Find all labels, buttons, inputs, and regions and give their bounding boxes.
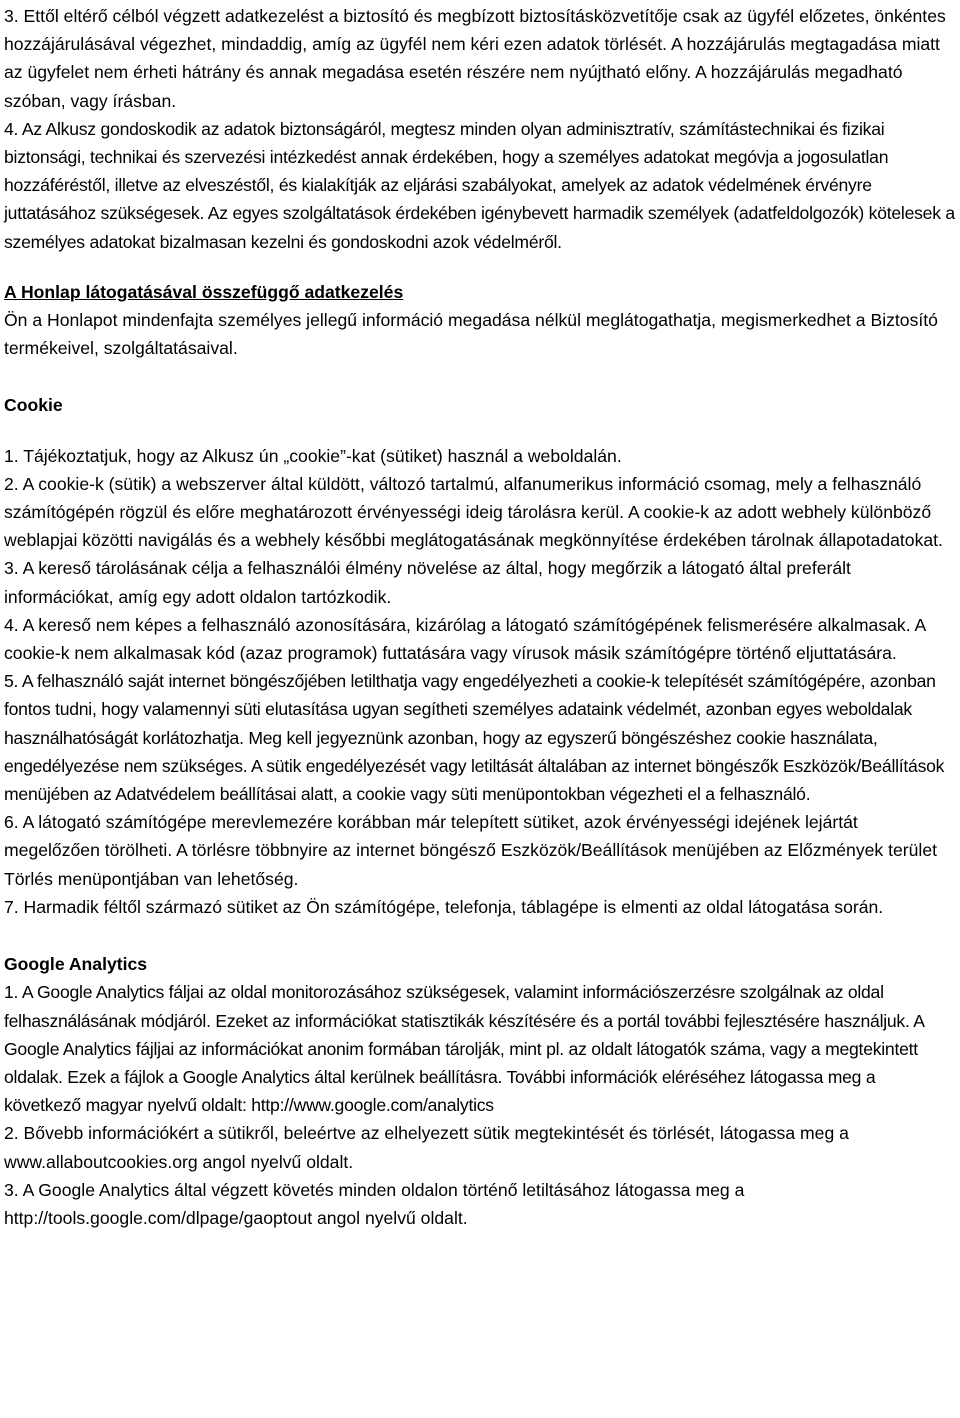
- section-spacer: [4, 420, 956, 442]
- section-spacer: [4, 256, 956, 278]
- analytics-heading: Google Analytics: [4, 954, 148, 975]
- honlap-body: Ön a Honlapot mindenfajta személyes jellegű információ megadása nélkül meglátogathatja, megismerkedhet a Biztosító termékeivel, szolgáltatásaival.: [4, 310, 938, 359]
- cookie-item-6: 6. A látogató számítógépe merevlemezére korábban már telepített sütiket, azok érvényességi idejének lejártát megelőzően törölheti. A törlésre többnyire az internet böngésző Eszközök/Beállítások menüjében az Előzmények terület Törlés menüpontjában van lehetőség.: [4, 812, 938, 889]
- cookie-item-4: 4. A kereső nem képes a felhasználó azonosítására, kizárólag a látogató számítógépének felismerésére alkalmasak. A cookie-k nem alkalmasak kód (azaz programok) futtatására vagy vírusok másik számítógépre történő eljuttatására.: [4, 614, 926, 664]
- cookie-item-3: 3. A kereső tárolásának célja a felhasználói élmény növelése az által, hogy megőrzik a látogató által preferált információkat, amíg egy adott oldalon tartózkodik.: [4, 558, 851, 607]
- section-spacer: [4, 921, 956, 950]
- honlap-heading: A Honlap látogatásával összefüggő adatkezelés: [4, 281, 404, 302]
- analytics-item-1: 1. A Google Analytics fáljai az oldal monitorozásához szükségesek, valamint információszerzésre szolgálnak az oldal felhasználásának módjáról. Ezeket az információkat statisztikák készítésére és a portál további fejlesztésére használjuk. A Google Analytics fájljai az információkat anonim formában tárolják, mint pl. az oldalt látogatók száma, vagy a megtekintett oldalak. Ezek a fájlok a Google Analytics által kerülnek beállításra. További információk eléréséhez látogassa meg a következő magyar nyelvű oldalt: http://www.google.com/analytics: [4, 982, 924, 1116]
- cookie-item-7: 7. Harmadik féltől származó sütiket az Ön számítógépe, telefonja, táblagépe is elmenti az oldal látogatása során.: [4, 896, 884, 917]
- analytics-item-2: 2. Bővebb információkért a sütikről, beleértve az elhelyezett sütik megtekintését és törlését, látogassa meg a www.allaboutcookies.org angol nyelvű oldalt.: [4, 1123, 849, 1172]
- intro-paragraph-3: 3. Ettől eltérő célból végzett adatkezelést a biztosító és megbízott biztosításközvetítője csak az ügyfél előzetes, önkéntes hozzájárulásával végezhet, mindaddig, amíg az ügyfél nem kéri ezen adatok törlését. A hozzájárulás megtagadása miatt az ügyfelet nem érheti hátrány és annak megadása esetén részére nem nyújtható előny. A hozzájárulás megadható szóban, vagy írásban.: [4, 6, 946, 111]
- cookie-item-5: 5. A felhasználó saját internet böngészőjében letilthatja vagy engedélyezheti a cookie-k telepítését számítógépére, azonban fontos tudni, hogy valamennyi süti elutasítása ugyan segítheti személyes adataink védelmét, azonban egyes weboldalak használhatóságát korlátozhatja. Meg kell jegyeznünk azonban, hogy az egyszerű böngészéshez cookie használata, engedélyezése nem szükséges. A sütik engedélyezését vagy letiltását általában az internet böngészők Eszközök/Beállítások menüjében az Adatvédelem beállításai alatt, a cookie vagy süti menüpontokban végezheti el a felhasználó.: [4, 671, 945, 805]
- cookie-heading: Cookie: [4, 395, 63, 416]
- document-page: [4, 0, 956, 1232]
- cookie-item-1: 1. Tájékoztatjuk, hogy az Alkusz ún „cookie”-kat (sütiket) használ a weboldalán.: [4, 445, 622, 466]
- section-spacer: [4, 362, 956, 391]
- intro-paragraph-4: 4. Az Alkusz gondoskodik az adatok biztonságáról, megtesz minden olyan adminisztratív, számítástechnikai és fizikai biztonsági, technikai és szervezési intézkedést annak érdekében, hogy a személyes adatokat megóvja a jogosulatlan hozzáféréstől, illetve az elveszéstől, és kialakítják az eljárási szabályokat, amelyek az adatok védelmének érvényre juttatásához szükségesek. Az egyes szolgáltatások érdekében igénybevett harmadik személyek (adatfeldolgozók) kötelesek a személyes adatokat bizalmasan kezelni és gondoskodni azok védelméről.: [4, 118, 955, 252]
- cookie-item-2: 2. A cookie-k (sütik) a webszerver által küldött, változó tartalmú, alfanumerikus információ csomag, mely a felhasználó számítógépén rögzül és előre meghatározott érvényességi ideig tárolásra kerül. A cookie-k az adott webhely különböző weblapjai közötti navigálás és a webhely későbbi meglátogatásának megkönnyítése érdekében tárolnak állapotadatokat.: [4, 473, 943, 551]
- analytics-item-3: 3. A Google Analytics által végzett követés minden oldalon történő letiltásához látogassa meg a http://tools.google.com/dlpage/gaoptout angol nyelvű oldalt.: [4, 1179, 745, 1228]
